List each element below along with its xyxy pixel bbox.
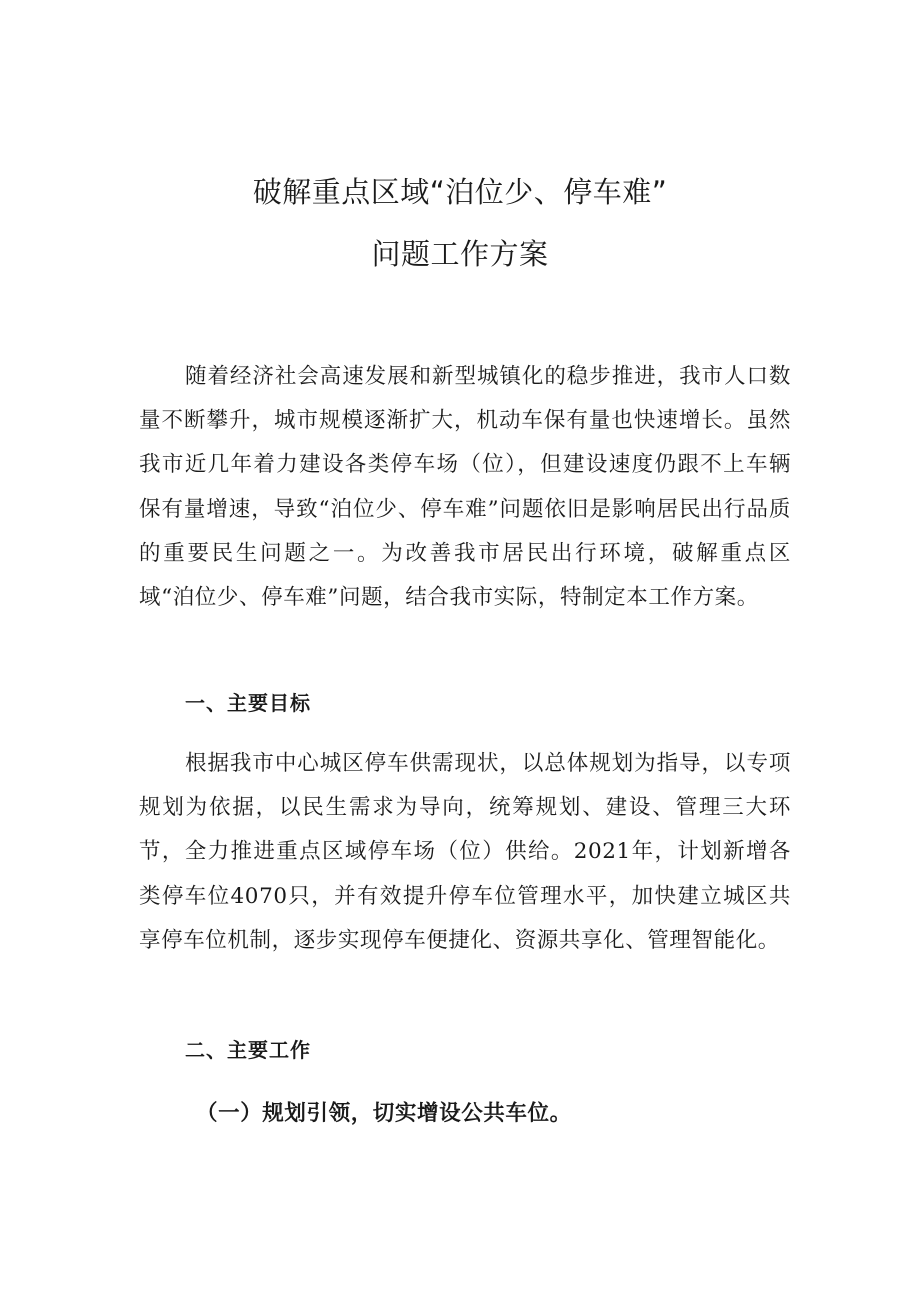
document-title-line-1: 破解重点区域“泊位少、停车难” [252, 175, 668, 209]
section-heading-main-goals: 一、主要目标 [185, 691, 311, 715]
intro-paragraph: 随着经济社会高速发展和新型城镇化的稳步推进，我市人口数量不断攀升，城市规模逐渐扩大，机动车保有量也快速增长。虽然我市近几年着力建设各类停车场（位），但建设速度仍跟不上车辆保有量增速，导致“泊位少、停车难”问题依旧是影响居民出行品质的重要民生问题之一。为改善我市居民出行环境，破解重点区域“泊位少、停车难”问题，结合我市实际，特制定本工作方案。 [139, 364, 791, 611]
section-heading-main-work: 二、主要工作 [185, 1038, 311, 1062]
document-title-line-2: 问题工作方案 [371, 237, 549, 271]
main-goals-paragraph: 根据我市中心城区停车供需现状，以总体规划为指导，以专项规划为依据，以民生需求为导向，统筹规划、建设、管理三大环节，全力推进重点区域停车场（位）供给。2021年，计划新增各类停车位4070只，并有效提升停车位管理水平，加快建立城区共享停车位机制，逐步实现停车便捷化、资源共享化、管理智能化。 [139, 751, 791, 953]
subsection-heading-planning: （一）规划引领，切实增设公共车位。 [196, 1101, 572, 1126]
